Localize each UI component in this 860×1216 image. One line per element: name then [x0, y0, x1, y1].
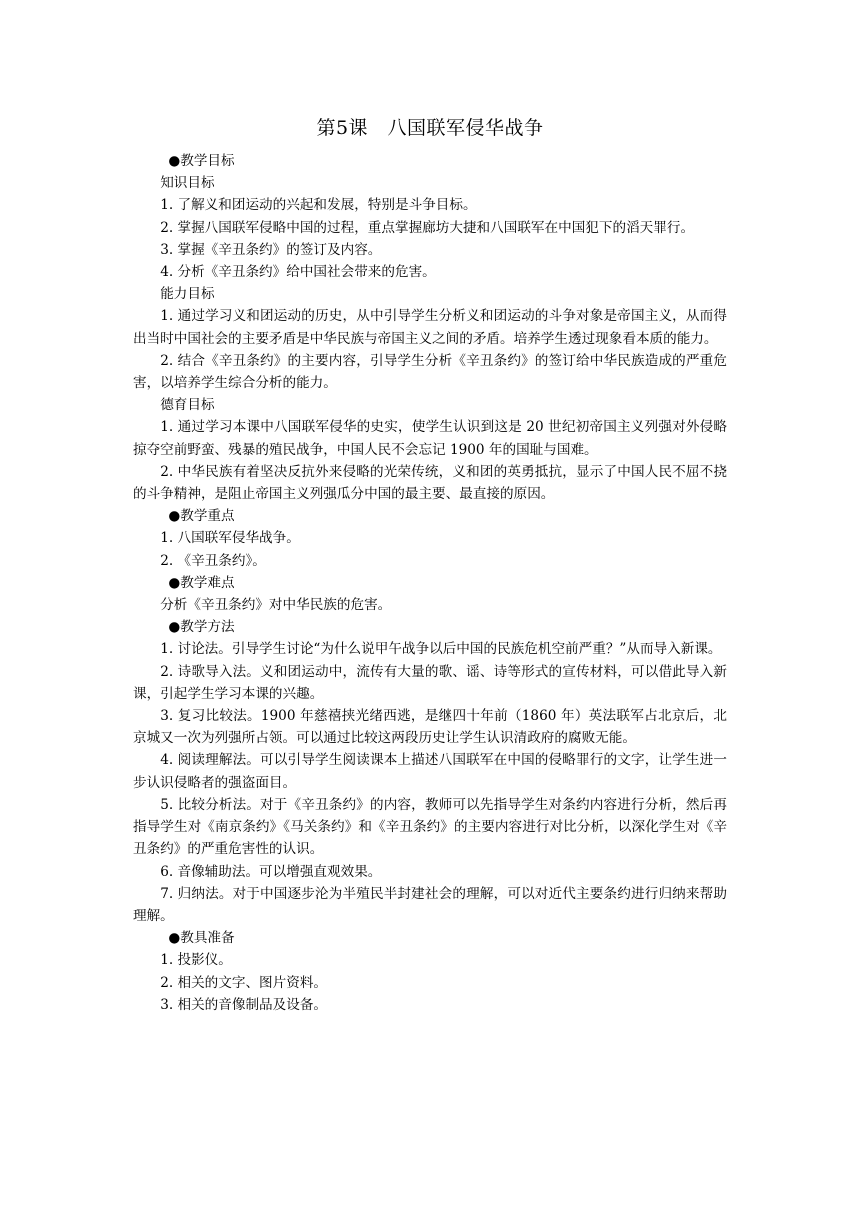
- paragraph: 3. 复习比较法。1900 年慈禧挟光绪西逃，是继四十年前（1860 年）英法联军占北京后，北京城又一次为列强所占领。可以通过比较这两段历史让学生认识清政府的腐败无能。: [133, 708, 727, 747]
- paragraph: 1. 通过学习义和团运动的历史，从中引导学生分析义和团运动的斗争对象是帝国主义，从而得出当时中国社会的主要矛盾是中华民族与帝国主义之间的矛盾。培养学生透过现象看本质的能力。: [133, 308, 727, 347]
- section-heading: ●教学重点: [168, 508, 235, 525]
- paragraph: 3. 相关的音像制品及设备。: [160, 996, 328, 1013]
- paragraph: 2. 相关的文字、图片资料。: [160, 974, 328, 991]
- paragraph: 2. 掌握八国联军侵略中国的过程，重点掌握廊坊大捷和八国联军在中国犯下的滔天罪行。: [160, 219, 695, 236]
- section-heading: ●教学难点: [168, 574, 235, 591]
- paragraph: 6. 音像辅助法。可以增强直观效果。: [160, 863, 382, 880]
- lesson-title: 第5课 八国联军侵华战争: [316, 117, 544, 139]
- paragraph: 1. 讨论法。引导学生讨论“为什么说甲午战争以后中国的民族危机空前严重？”从而导入新课。: [160, 641, 722, 658]
- paragraph: 1. 通过学习本课中八国联军侵华的史实，使学生认识到这是 20 世纪初帝国主义列强对外侵略掠夺空前野蛮、残暴的殖民战争，中国人民不会忘记 1900 年的国耻与国难。: [133, 419, 727, 458]
- paragraph: 1. 八国联军侵华战争。: [160, 530, 300, 547]
- section-heading: ●教学目标: [168, 153, 235, 169]
- section-heading: ●教学方法: [168, 619, 235, 636]
- subsection-heading: 知识目标: [160, 175, 215, 192]
- paragraph: 1. 投影仪。: [160, 952, 232, 969]
- paragraph: 2. 诗歌导入法。义和团运动中，流传有大量的歌、谣、诗等形式的宣传材料，可以借此导入新课，引起学生学习本课的兴趣。: [133, 663, 727, 702]
- paragraph: 2. 结合《辛丑条约》的主要内容，引导学生分析《辛丑条约》的签订给中华民族造成的严重危害，以培养学生综合分析的能力。: [133, 352, 727, 392]
- section-heading: ●教具准备: [168, 930, 235, 947]
- subsection-heading: 能力目标: [160, 286, 215, 303]
- paragraph: 3. 掌握《辛丑条约》的签订及内容。: [160, 241, 382, 258]
- document-body: [133, 150, 727, 1016]
- paragraph: 2. 中华民族有着坚决反抗外来侵略的光荣传统，义和团的英勇抵抗，显示了中国人民不屈不挠的斗争精神，是阻止帝国主义列强瓜分中国的最主要、最直接的原因。: [133, 463, 727, 503]
- paragraph: 分析《辛丑条约》对中华民族的危害。: [160, 597, 392, 614]
- paragraph: 1. 了解义和团运动的兴起和发展，特别是斗争目标。: [160, 197, 477, 214]
- paragraph: 4. 阅读理解法。可以引导学生阅读课本上描述八国联军在中国的侵略罪行的文字，让学生进一步认识侵略者的强盗面目。: [133, 752, 727, 791]
- paragraph: 7. 归纳法。对于中国逐步沦为半殖民半封建社会的理解，可以对近代主要条约进行归纳来帮助理解。: [133, 885, 727, 924]
- paragraph: 4. 分析《辛丑条约》给中国社会带来的危害。: [160, 264, 436, 281]
- paragraph: 2. 《辛丑条约》。: [160, 552, 266, 569]
- paragraph: 5. 比较分析法。对于《辛丑条约》的内容，教师可以先指导学生对条约内容进行分析，然后再指导学生对《南京条约》《马关条约》和《辛丑条约》的主要内容进行对比分析，以深化学生对《辛丑条约》的严重危害性的认识。: [133, 796, 727, 858]
- subsection-heading: 德育目标: [160, 397, 215, 414]
